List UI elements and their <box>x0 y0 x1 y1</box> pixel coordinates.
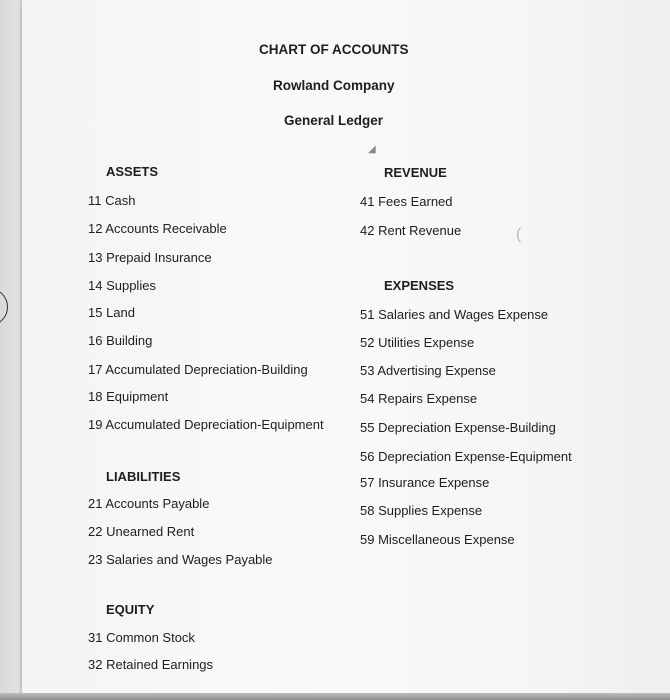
liabilities-heading: LIABILITIES <box>106 469 181 484</box>
revenue-heading: REVENUE <box>384 165 447 180</box>
stray-mark: ◢ <box>368 144 376 155</box>
account-17: 17 Accumulated Depreciation-Building <box>88 362 308 377</box>
bottom-edge-strip <box>0 693 670 700</box>
document-page <box>22 0 670 700</box>
equity-heading: EQUITY <box>106 602 155 617</box>
account-13: 13 Prepaid Insurance <box>88 250 212 265</box>
account-55: 55 Depreciation Expense-Building <box>360 420 556 435</box>
account-51: 51 Salaries and Wages Expense <box>360 307 549 322</box>
account-11: 11 Cash <box>88 193 136 208</box>
stray-bracket-mark: ( <box>516 226 522 243</box>
account-21: 21 Accounts Payable <box>88 496 210 511</box>
account-14: 14 Supplies <box>88 278 156 293</box>
account-19: 19 Accumulated Depreciation-Equipment <box>88 417 324 432</box>
account-23: 23 Salaries and Wages Payable <box>88 552 273 567</box>
account-15: 15 Land <box>88 305 135 320</box>
account-18: 18 Equipment <box>88 389 169 404</box>
account-59: 59 Miscellaneous Expense <box>360 532 515 547</box>
account-56: 56 Depreciation Expense-Equipment <box>360 449 572 464</box>
page-edge-shadow <box>0 0 22 700</box>
account-12: 12 Accounts Receivable <box>88 221 227 236</box>
account-52: 52 Utilities Expense <box>360 335 475 350</box>
account-54: 54 Repairs Expense <box>360 391 478 406</box>
account-22: 22 Unearned Rent <box>88 524 195 539</box>
document-title: CHART OF ACCOUNTS <box>259 42 409 57</box>
account-58: 58 Supplies Expense <box>360 503 483 518</box>
account-53: 53 Advertising Expense <box>360 363 496 378</box>
account-42: 42 Rent Revenue <box>360 223 462 238</box>
account-32: 32 Retained Earnings <box>88 657 214 672</box>
assets-heading: ASSETS <box>106 164 159 179</box>
account-41: 41 Fees Earned <box>360 194 453 209</box>
ledger-name: General Ledger <box>284 113 384 128</box>
account-16: 16 Building <box>88 333 153 348</box>
account-31: 31 Common Stock <box>88 630 195 645</box>
company-name: Rowland Company <box>273 78 395 93</box>
expenses-heading: EXPENSES <box>384 278 455 293</box>
account-57: 57 Insurance Expense <box>360 475 490 490</box>
